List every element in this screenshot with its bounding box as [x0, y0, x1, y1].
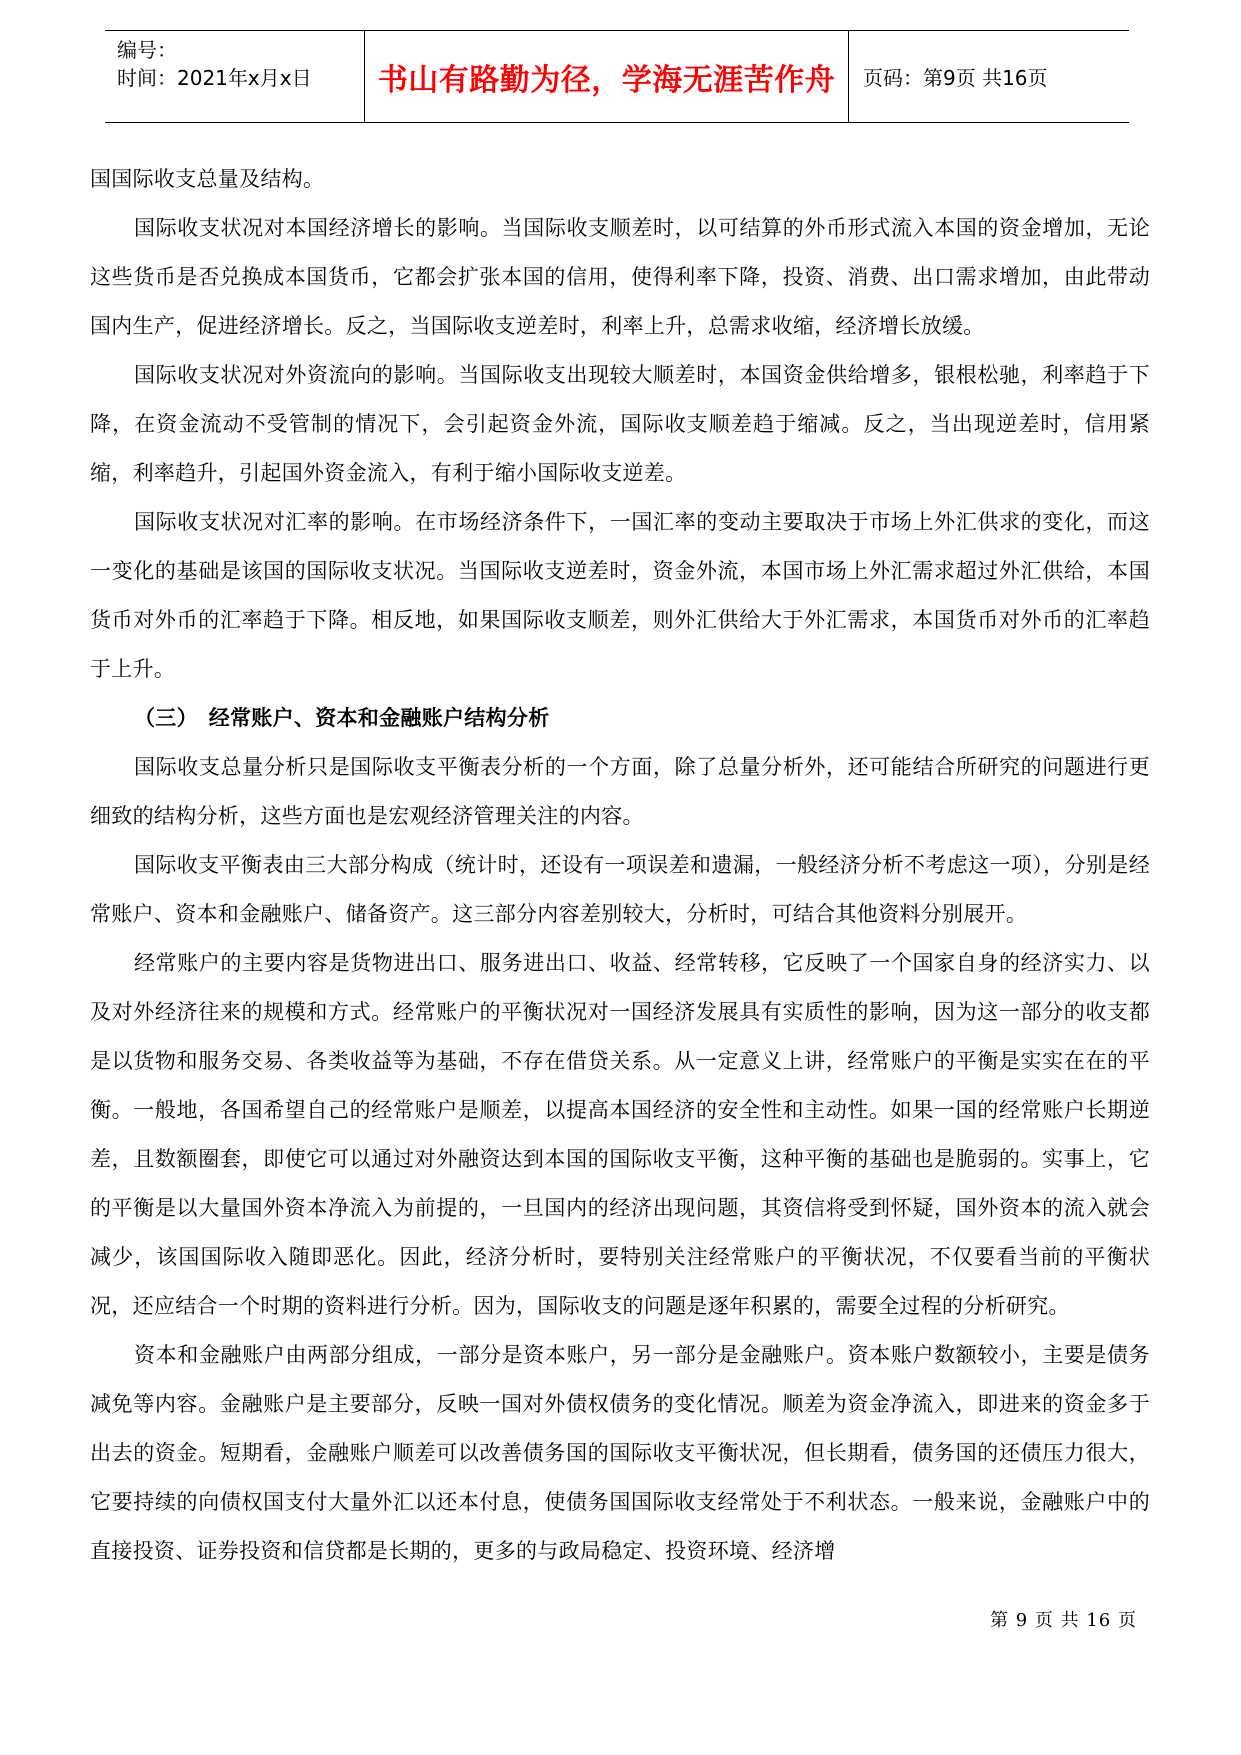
header-motto: 书山有路勤为径，学海无涯苦作舟 [365, 31, 849, 122]
paragraph-structure-intro: 国际收支总量分析只是国际收支平衡表分析的一个方面，除了总量分析外，还可能结合所研究的问题进行更细致的结构分析，这些方面也是宏观经济管理关注的内容。 [90, 755, 1150, 828]
paragraph-capital-flow-impact: 国际收支状况对外资流向的影响。当国际收支出现较大顺差时，本国资金供给增多，银根松驰，利率趋于下降，在资金流动不受管制的情况下，会引起资金外流，国际收支顺差趋于缩减。反之，当出现逆差时，信用紧缩，利率趋升，引起国外资金流入，有利于缩小国际收支逆差。 [90, 363, 1150, 485]
paragraph-exchange-rate-impact: 国际收支状况对汇率的影响。在市场经济条件下，一国汇率的变动主要取决于市场上外汇供求的变化，而这一变化的基础是该国的国际收支状况。当国际收支逆差时，资金外流，本国市场上外汇需求超过外汇供给，本国货币对外币的汇率趋于下降。相反地，如果国际收支顺差，则外汇供给大于外汇需求，本国货币对外币的汇率趋于上升。 [90, 510, 1150, 681]
paragraph-capital-financial-account: 资本和金融账户由两部分组成，一部分是资本账户，另一部分是金融账户。资本账户数额较小，主要是债务减免等内容。金融账户是主要部分，反映一国对外债权债务的变化情况。顺差为资金净流入，即进来的资金多于出去的资金。短期看，金融账户顺差可以改善债务国的国际收支平衡状况，但长期看，债务国的还债压力很大，它要持续的向债权国支付大量外汇以还本付息，使债务国国际收支经常处于不利状态。一般来说，金融账户中的直接投资、证券投资和信贷都是长期的，更多的与政局稳定、投资环境、经济增 [90, 1343, 1150, 1563]
header-page-label: 页码：第9页 共16页 [863, 66, 1048, 90]
document-time-label: 时间：2021年x月x日 [117, 66, 312, 90]
page-footer: 第 9 页 共 16 页 [990, 1610, 1137, 1631]
section-heading: （三） 经常账户、资本和金融账户结构分析 [134, 706, 550, 730]
paragraph-growth-impact: 国际收支状况对本国经济增长的影响。当国际收支顺差时，以可结算的外币形式流入本国的资金增加，无论这些货币是否兑换成本国货币，它都会扩张本国的信用，使得利率下降，投资、消费、出口需求增加，由此带动国内生产，促进经济增长。反之，当国际收支逆差时，利率上升，总需求收缩，经济增长放缓。 [90, 216, 1150, 338]
paragraph-current-account: 经常账户的主要内容是货物进出口、服务进出口、收益、经常转移，它反映了一个国家自身的经济实力、以及对外经济往来的规模和方式。经常账户的平衡状况对一国经济发展具有实质性的影响，因为这一部分的收支都是以货物和服务交易、各类收益等为基础，不存在借贷关系。从一定意义上讲，经常账户的平衡是实实在在的平衡。一般地，各国希望自己的经常账户是顺差，以提高本国经济的安全性和主动性。如果一国的经常账户长期逆差，且数额圈套，即使它可以通过对外融资达到本国的国际收支平衡，这种平衡的基础也是脆弱的。实事上，它的平衡是以大量国外资本净流入为前提的，一旦国内的经济出现问题，其资信将受到怀疑，国外资本的流入就会减少，该国国际收入随即恶化。因此，经济分析时，要特别关注经常账户的平衡状况，不仅要看当前的平衡状况，还应结合一个时期的资料进行分析。因为，国际收支的问题是逐年积累的，需要全过程的分析研究。 [90, 951, 1150, 1318]
document-number-label: 编号： [117, 38, 177, 62]
page-header [105, 30, 1129, 123]
header-meta [105, 31, 365, 122]
document-body [90, 155, 1150, 1576]
paragraph-continuation: 国国际收支总量及结构。 [90, 167, 325, 191]
paragraph-bop-components: 国际收支平衡表由三大部分构成（统计时，还设有一项误差和遗漏，一般经济分析不考虑这一项），分别是经常账户、资本和金融账户、储备资产。这三部分内容差别较大，分析时，可结合其他资料分别展开。 [90, 853, 1150, 926]
